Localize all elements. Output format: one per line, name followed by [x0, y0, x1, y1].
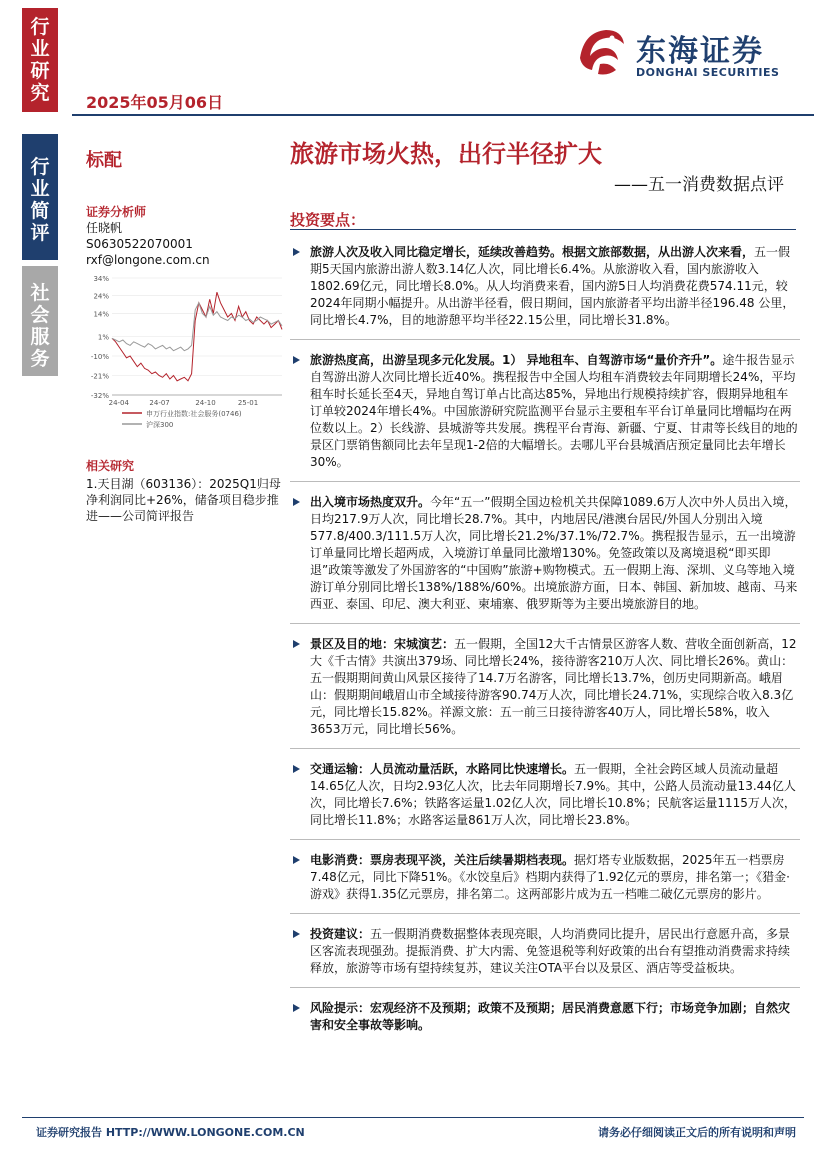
- report-title: 旅游市场火热，出行半径扩大: [290, 140, 602, 168]
- analyst-label: 证券分析师: [86, 205, 147, 219]
- footer-website[interactable]: 证券研究报告 HTTP://WWW.LONGONE.COM.CN: [36, 1126, 305, 1139]
- point-heading: 交通运输：人员流动量活跃，水路同比快速增长。: [310, 762, 575, 776]
- tag-char: 社: [30, 282, 50, 304]
- tag-char: 行: [30, 156, 50, 178]
- performance-chart: [82, 270, 292, 440]
- legend-label: 申万行业指数:社会服务(0746): [146, 410, 242, 418]
- logo-text-zh: 东海证券: [636, 34, 764, 69]
- point-heading: 风险提示：宏观经济不及预期；政策不及预期；居民消费意愿下行；市场竞争加剧；自然灾害和安全事故等影响。: [310, 1001, 791, 1032]
- tag-char: 服: [30, 326, 50, 348]
- divider: [290, 839, 800, 840]
- legend-label: 沪深300: [146, 421, 174, 429]
- dragon-logo-icon: [570, 18, 634, 82]
- section-tag-industry-brief: [22, 134, 58, 260]
- divider: [290, 339, 800, 340]
- report-subtitle: ——五一消费数据点评: [614, 175, 784, 195]
- tag-char: 会: [30, 304, 50, 326]
- point-body: 今年“五一”假期全国边检机关共保障1089.6万人次中外人员出入境，日均217.9万人次，同比增长28.7%。其中，内地居民/港澳台居民/外国人分别出入境577.8/400.3/111.5万人次，同比增长21.2%/37.1%/72.7%。携程报告显示，五一出境游订单量同比增长超两成，入境游订单量同比激增130%。免签政策以及离境退税“即买即退”政策等激发了外国游客的“中国购”旅游+购物模式。五一假期上海、深圳、义乌等地入境游订单分别同比增长138%/188%/60%。出境旅游方面，日本、韩国、新加坡、越南、马来西亚、泰国、印尼、澳大利亚、柬埔寨、俄罗斯等为主要出境旅游目的地。: [310, 495, 798, 611]
- point-body: 据灯塔专业版数据，2025年五一档票房7.48亿元，同比下降51%。《水饺皇后》档期内获得了1.92亿元的票房，排名第一；《猎金·游戏》获得1.35亿元票房，排名第二。这两部影片成为五一档唯二破亿元票房的影片。: [310, 853, 790, 901]
- point-risk: [290, 1000, 800, 1034]
- point-body: 五一假期，全社会跨区域人员流动量超14.65亿人次，日均2.93亿人次，比去年同期增长7.9%。其中，公路人员流动量13.44亿人次，同比增长7.6%；铁路客运量1.02亿人次，同比增长10.8%；民航客运量1115万人次，同比增长11.8%；水路客运量861万人次，同比增长23.8%。: [310, 762, 796, 827]
- point-transport: [290, 761, 800, 829]
- x-tick-label: 24-04: [108, 399, 129, 407]
- y-tick-label: 14%: [93, 310, 109, 319]
- divider: [290, 748, 800, 749]
- industry-rating: 标配: [86, 150, 122, 171]
- related-research-label: 相关研究: [86, 459, 135, 473]
- company-logo: [570, 18, 810, 88]
- y-tick-label: -32%: [90, 392, 109, 400]
- x-tick-label: 24-07: [149, 399, 170, 407]
- tag-char: 研: [30, 60, 50, 82]
- section-tag-social-services: [22, 266, 58, 376]
- x-tick-label: 25-01: [237, 399, 259, 407]
- point-heading: 投资建议：: [310, 927, 371, 941]
- point-body: 五一假期，全国12大千古情景区游客人数、营收全面创新高，12大《千古情》共演出379场、同比增长24%，接待游客210万人次、同比增长26%。黄山：五一假期期间黄山风景区接待了14.7万名游客，同比增长13.7%，创历史同期新高。峨眉山：假期期间峨眉山市全域接待游客90.74万人次，同比增长24.71%，实现综合收入8.3亿元，同比增长15.82%。祥源文旅：五一前三日接待游客40万人，同比增长58%，收入3653万元，同比增长56%。: [310, 637, 797, 736]
- logo-text-en: DONGHAI SECURITIES: [636, 66, 780, 79]
- analyst-cert: S0630522070001: [86, 237, 193, 251]
- point-tourism-growth: [290, 244, 800, 329]
- point-heading: 旅游人次及收入同比稳定增长，延续改善趋势。根据文旅部数据，从出游人次来看，: [310, 245, 755, 259]
- analyst-info: [86, 220, 210, 268]
- header-divider: [72, 114, 814, 116]
- x-tick-label: 24-10: [195, 399, 216, 407]
- investment-points: [290, 244, 800, 1044]
- point-heading: 旅游热度高，出游呈现多元化发展。1） 异地租车、自驾游市场“量价齐升”。: [310, 353, 723, 367]
- point-body: 五一假期5天国内旅游出游人数3.14亿人次，同比增长6.4%。从旅游收入看，国内旅游收入1802.69亿元，同比增长8.0%。从人均消费来看，国内游5日人均消费花费574.11元，较2024年同期小幅提升。从出游半径看，假日期间，国内旅游者平均出游半径196.48 公里，同比增长4.7%，目的地游憩平均半径22.15公里，同比增长31.8%。: [310, 245, 795, 327]
- point-investment-advice: [290, 926, 800, 977]
- point-film: [290, 852, 800, 903]
- y-tick-label: 34%: [93, 275, 109, 283]
- divider: [290, 623, 800, 624]
- analyst-email[interactable]: rxf@longone.com.cn: [86, 253, 210, 267]
- divider: [290, 987, 800, 988]
- point-heading: 景区及目的地：宋城演艺：: [310, 637, 455, 651]
- y-tick-label: 24%: [93, 292, 109, 301]
- tag-char: 行: [30, 16, 50, 38]
- analyst-name: 任晓帆: [86, 221, 123, 235]
- related-research-item[interactable]: 1.天目湖（603136）：2025Q1归母净利润同比+26%，储备项目稳步推进——公司简评报告: [86, 477, 281, 523]
- divider: [290, 913, 800, 914]
- point-scenic-spots: [290, 636, 800, 738]
- tag-char: 简: [30, 200, 50, 222]
- report-date: 2025年05月06日: [86, 93, 224, 112]
- tag-char: 评: [30, 222, 50, 244]
- section-tag-industry-research: [22, 8, 58, 112]
- point-body: 途牛报告显示自驾游出游人次同比增长近40%。携程报告中全国人均租车消费较去年同期增长24%，平均租车时长延长至4天，异地自驾订单占比高达85%，异地出行规模持续扩容，假期异地租车订单较2024年增长4%。中国旅游研究院监测平台显示主要租车平台订单量同比增幅均在两位数以上。2）长线游、县城游等共发展。携程平台青海、新疆、宁夏、甘肃等长线目的地的景区门票销售额同比去年呈现1-2倍的大幅增长。去哪儿平台县城酒店预定量同比去年增长30%。: [310, 353, 798, 469]
- divider: [290, 481, 800, 482]
- footer-disclaimer: 请务必仔细阅读正文后的所有说明和声明: [598, 1126, 796, 1139]
- tag-char: 业: [30, 38, 50, 60]
- footer-divider: [22, 1117, 804, 1118]
- tag-char: 务: [30, 348, 50, 370]
- point-body: 五一假期消费数据整体表现亮眼，人均消费同比提升，居民出行意愿升高，多景区客流表现强劲。提振消费、扩大内需、免签退税等利好政策的出台有望推动消费需求持续释放，旅游等市场有望持续复苏，建议关注OTA平台以及景区、酒店等受益板块。: [310, 927, 791, 975]
- points-divider: [290, 229, 796, 230]
- point-diversified-travel: [290, 352, 800, 471]
- y-tick-label: 1%: [97, 333, 109, 342]
- investment-points-label: 投资要点：: [290, 211, 366, 229]
- point-heading: 出入境市场热度双升。: [310, 495, 431, 509]
- tag-char: 业: [30, 178, 50, 200]
- y-tick-label: -10%: [90, 353, 109, 361]
- point-heading: 电影消费：票房表现平淡，关注后续暑期档表现。: [310, 853, 575, 867]
- y-tick-label: -21%: [90, 372, 109, 381]
- tag-char: 究: [30, 82, 50, 104]
- point-cross-border: [290, 494, 800, 613]
